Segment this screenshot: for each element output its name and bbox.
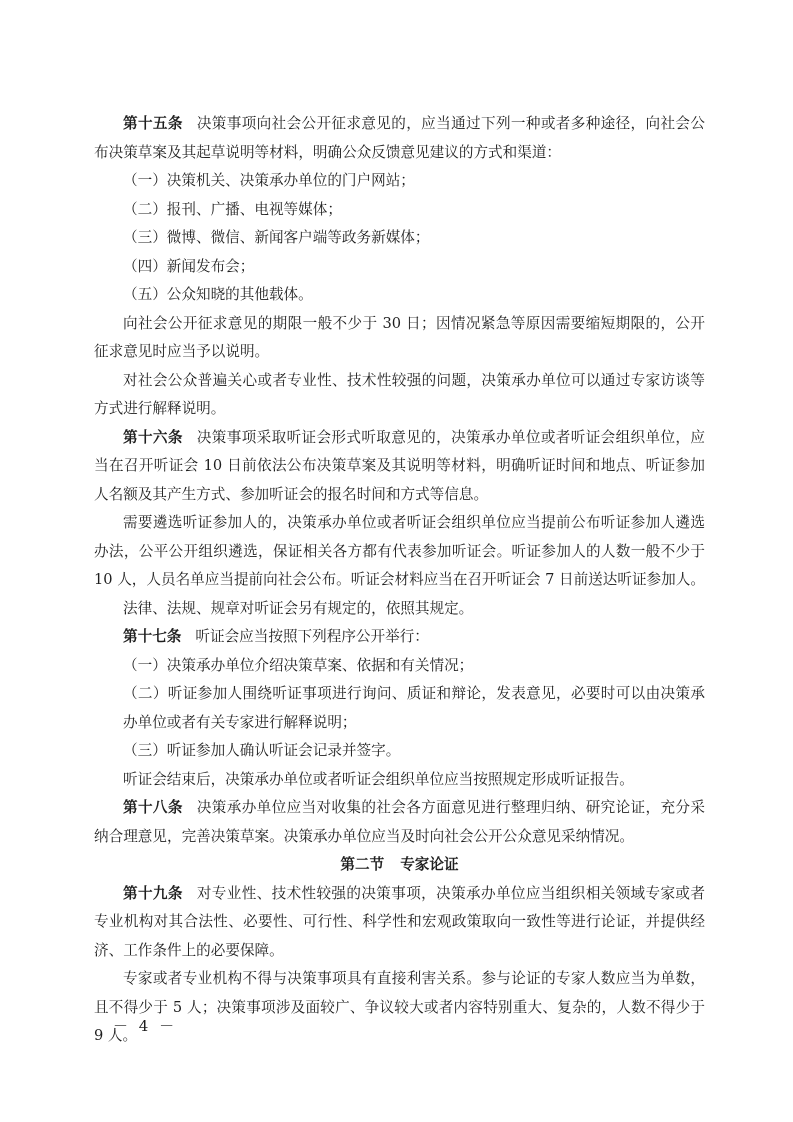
article-16-para-2: 需要遴选听证参加人的，决策承办单位或者听证会组织单位应当提前公布听证参加人遴选办法，公平公开组织遴选，保证相关各方都有代表参加听证会。听证参加人的人数一般不少于 10 人，人员名单应当提前向社会公布。听证会材料应当在召开听证会 7 日前送达听证参加人。 xyxy=(94,514,705,588)
article-17-item-2: （二）听证参加人围绕听证事项进行询问、质证和辩论，发表意见，必要时可以由决策承办单位或者有关专家进行解释说明； xyxy=(123,685,705,731)
article-15-lead: 第十五条 决策事项向社会公开征求意见的，应当通过下列一种或者多种途径，向社会公布决策草案及其起草说明等材料，明确公众反馈意见建议的方式和渠道： xyxy=(94,115,705,161)
article-15-item-4: （四）新闻发布会； xyxy=(123,257,255,275)
article-19-label: 第十九条 xyxy=(123,884,183,902)
article-18-label: 第十八条 xyxy=(123,799,183,816)
article-15-para-2: 向社会公开征求意见的期限一般不少于 30 日；因情况紧急等原因需要缩短期限的，公开征求意见时应当予以说明。 xyxy=(94,314,705,360)
article-16-lead: 第十六条 决策事项采取听证会形式听取意见的，决策承办单位或者听证会组织单位，应当在召开听证会 10 日前依法公布决策草案及其说明等材料，明确听证时间和地点、听证参加人名额及其产生方式、参加听证会的报名时间和方式等信息。 xyxy=(94,428,705,503)
article-17-lead: 第十七条 听证会应当按照下列程序公开举行： xyxy=(123,628,429,645)
document-body xyxy=(94,110,705,1051)
article-19-lead: 第十九条 对专业性、技术性较强的决策事项，决策承办单位应当组织相关领域专家或者专业机构对其合法性、必要性、可行性、科学性和宏观政策取向一致性等进行论证，并提供经济、工作条件上的必要保障。 xyxy=(94,884,705,959)
article-17-label: 第十七条 xyxy=(123,628,182,645)
article-18-lead: 第十八条 决策承办单位应当对收集的社会各方面意见进行整理归纳、研究论证，充分采纳合理意见，完善决策草案。决策承办单位应当及时向社会公开公众意见采纳情况。 xyxy=(94,799,705,845)
page-number: － 4 － xyxy=(113,1017,175,1035)
section-number: 第二节 xyxy=(340,856,385,873)
article-15-item-5: （五）公众知晓的其他载体。 xyxy=(123,286,313,303)
article-15-item-1: （一）决策机关、决策承办单位的门户网站； xyxy=(123,172,415,189)
article-15-item-2: （二）报刊、广播、电视等媒体； xyxy=(123,200,342,218)
article-17-item-3: （三）听证参加人确认听证会记录并签字。 xyxy=(123,742,401,759)
section-heading xyxy=(94,851,705,880)
article-17-para-2: 听证会结束后，决策承办单位或者听证会组织单位应当按照规定形成听证报告。 xyxy=(123,770,634,788)
article-16-label: 第十六条 xyxy=(123,428,183,446)
section-title: 专家论证 xyxy=(400,856,459,873)
article-15-para-3: 对社会公众普遍关心或者专业性、技术性较强的问题，决策承办单位可以通过专家访谈等方式进行解释说明。 xyxy=(94,371,705,417)
article-15-label: 第十五条 xyxy=(123,115,183,132)
article-19-para-2: 专家或者专业机构不得与决策事项具有直接利害关系。参与论证的专家人数应当为单数，且不得少于 5 人；决策事项涉及面较广、争议较大或者内容特别重大、复杂的，人数不得少于 9 人。 xyxy=(94,970,705,1044)
article-17-item-1: （一）决策承办单位介绍决策草案、依据和有关情况； xyxy=(123,656,474,674)
article-16-para-3: 法律、法规、规章对听证会另有规定的，依照其规定。 xyxy=(123,599,474,617)
article-15-item-3: （三）微博、微信、新闻客户端等政务新媒体； xyxy=(123,229,430,246)
